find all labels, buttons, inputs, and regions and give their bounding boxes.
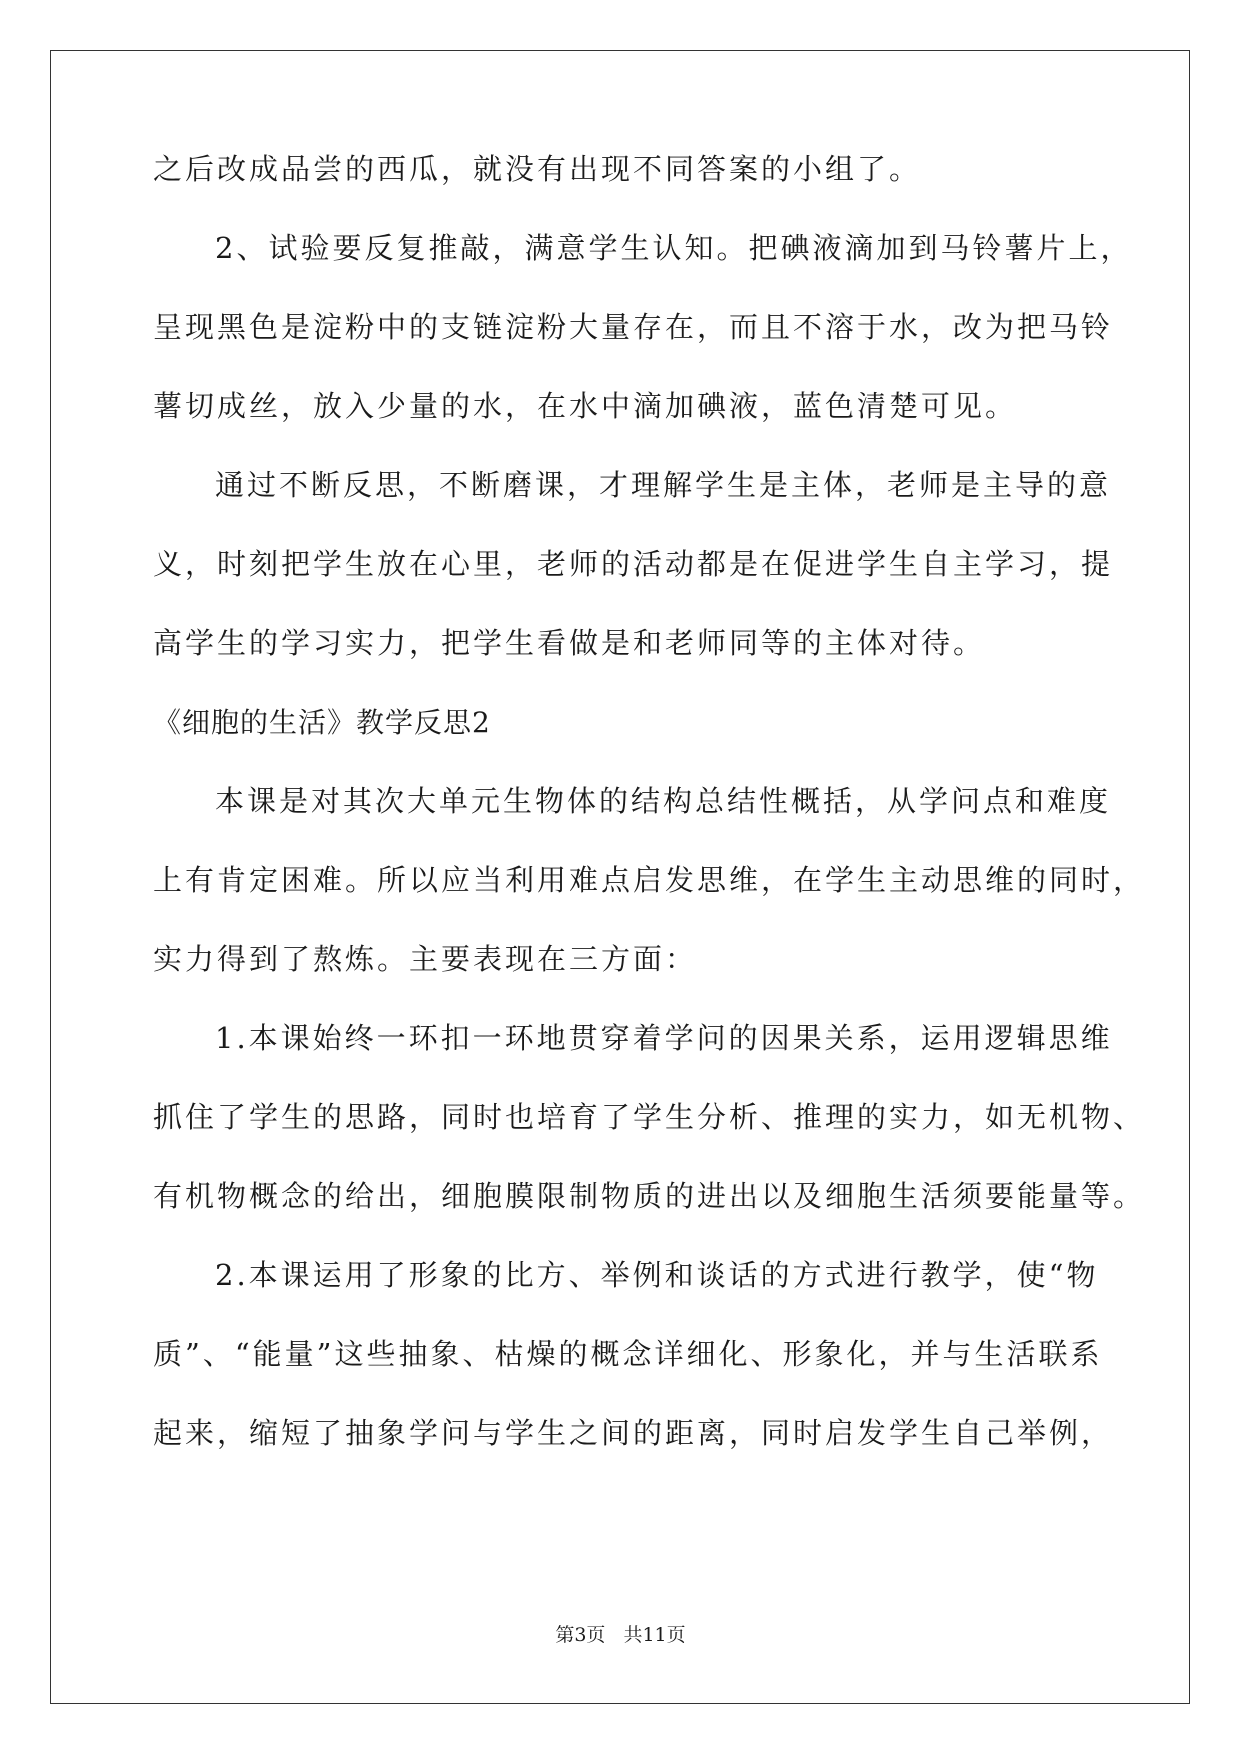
page-number: 第3页	[555, 1624, 606, 1646]
text-line: 通过不断反思，不断磨课，才理解学生是主体，老师是主导的意	[215, 468, 1112, 502]
text-line: 起来，缩短了抽象学问与学生之间的距离，同时启发学生自己举例，	[153, 1416, 1114, 1450]
text-line: 有机物概念的给出，细胞膜限制物质的进出以及细胞生活须要能量等。	[153, 1179, 1146, 1213]
text-line: 2.本课运用了形象的比方、举例和谈话的方式进行教学，使“物	[215, 1258, 1099, 1292]
section-heading: 《细胞的生活》教学反思2	[153, 706, 491, 739]
text-line: 之后改成品尝的西瓜，就没有出现不同答案的小组了。	[153, 152, 922, 186]
text-line: 实力得到了熬炼。主要表现在三方面：	[153, 942, 698, 976]
page-footer	[0, 1620, 1241, 1647]
text-line: 高学生的学习实力，把学生看做是和老师同等的主体对待。	[153, 626, 986, 660]
text-line: 薯切成丝，放入少量的水，在水中滴加碘液，蓝色清楚可见。	[153, 389, 1018, 423]
text-line: 质”、“能量”这些抽象、枯燥的概念详细化、形象化，并与生活联系	[153, 1337, 1103, 1371]
document-body	[153, 130, 1146, 1473]
text-line: 上有肯定困难。所以应当利用难点启发思维，在学生主动思维的同时，	[153, 863, 1146, 897]
text-line: 本课是对其次大单元生物体的结构总结性概括，从学问点和难度	[215, 784, 1112, 818]
text-line: 1.本课始终一环扣一环地贯穿着学问的因果关系，运用逻辑思维	[215, 1021, 1113, 1055]
text-line: 2、试验要反复推敲，满意学生认知。把碘液滴加到马铃薯片上，	[215, 231, 1133, 265]
page-total: 共11页	[623, 1624, 686, 1646]
text-line: 义，时刻把学生放在心里，老师的活动都是在促进学生自主学习，提	[153, 547, 1114, 581]
text-line: 抓住了学生的思路，同时也培育了学生分析、推理的实力，如无机物、	[153, 1100, 1146, 1134]
text-line: 呈现黑色是淀粉中的支链淀粉大量存在，而且不溶于水，改为把马铃	[153, 310, 1114, 344]
